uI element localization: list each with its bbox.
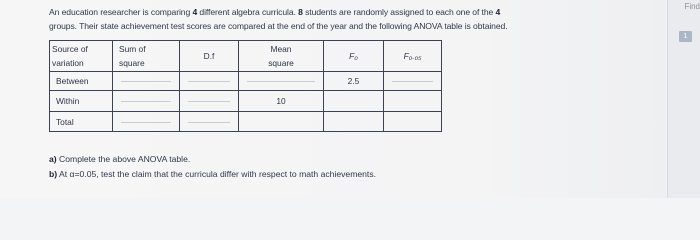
intro-text-1: An education researcher is comparing: [49, 7, 193, 17]
header-source-of-variation: Source of variation: [50, 41, 113, 72]
intro-text-line2: groups. Their state achievement test scores are compared at the end of the year and the following ANOVA table is obtained.: [49, 21, 508, 31]
num-curricula: 4: [192, 7, 198, 17]
header-f-critical: F₀.₀₅: [384, 41, 442, 72]
cell-ss-between: [113, 72, 180, 91]
question-a: a) Complete the above ANOVA table.: [49, 154, 191, 164]
cell-f0-within: [324, 91, 384, 112]
cell-fcrit-between: [384, 72, 442, 91]
num-students: 8: [298, 7, 303, 17]
anova-row-between: [50, 72, 442, 91]
page-badge[interactable]: 1: [679, 31, 692, 42]
cell-df-within: [180, 91, 239, 112]
problem-statement: [49, 5, 649, 33]
question-b: b) At α=0.05, test the claim that the curricula differ with respect to math achievements.: [49, 169, 376, 179]
anova-row-within: [50, 91, 442, 112]
row-source-label: Within: [50, 91, 113, 112]
intro-text-2: different algebra curricula.: [197, 7, 299, 17]
anova-row-total: [50, 112, 442, 132]
cell-df-total: [180, 112, 239, 132]
cell-ss-total: [113, 112, 180, 132]
cell-ss-within: [113, 91, 180, 112]
cell-fcrit-within: [384, 91, 442, 112]
questions: [49, 152, 649, 182]
intro-text-3: students are randomly assigned to each one of the: [302, 7, 496, 17]
row-source-label: Total: [50, 112, 113, 132]
side-panel: [667, 0, 700, 198]
header-degrees-of-freedom: D.f: [180, 41, 239, 72]
find-link[interactable]: Find: [684, 2, 700, 11]
header-mean-square: Mean square: [239, 41, 324, 72]
header-f-statistic: F₀: [324, 41, 384, 72]
anova-table: [49, 40, 442, 132]
cell-f0-total: [324, 112, 384, 132]
cell-df-between: [180, 72, 239, 91]
anova-header-row: [50, 41, 442, 72]
cell-ms-within: 10: [239, 91, 324, 112]
cell-fcrit-total: [384, 112, 442, 132]
num-groups: 4: [495, 7, 501, 17]
header-sum-of-squares: Sum of square: [113, 41, 180, 72]
cell-ms-total: [239, 112, 324, 132]
cell-f0-between: 2.5: [324, 72, 384, 91]
cell-ms-between: [239, 72, 324, 91]
row-source-label: Between: [50, 72, 113, 91]
